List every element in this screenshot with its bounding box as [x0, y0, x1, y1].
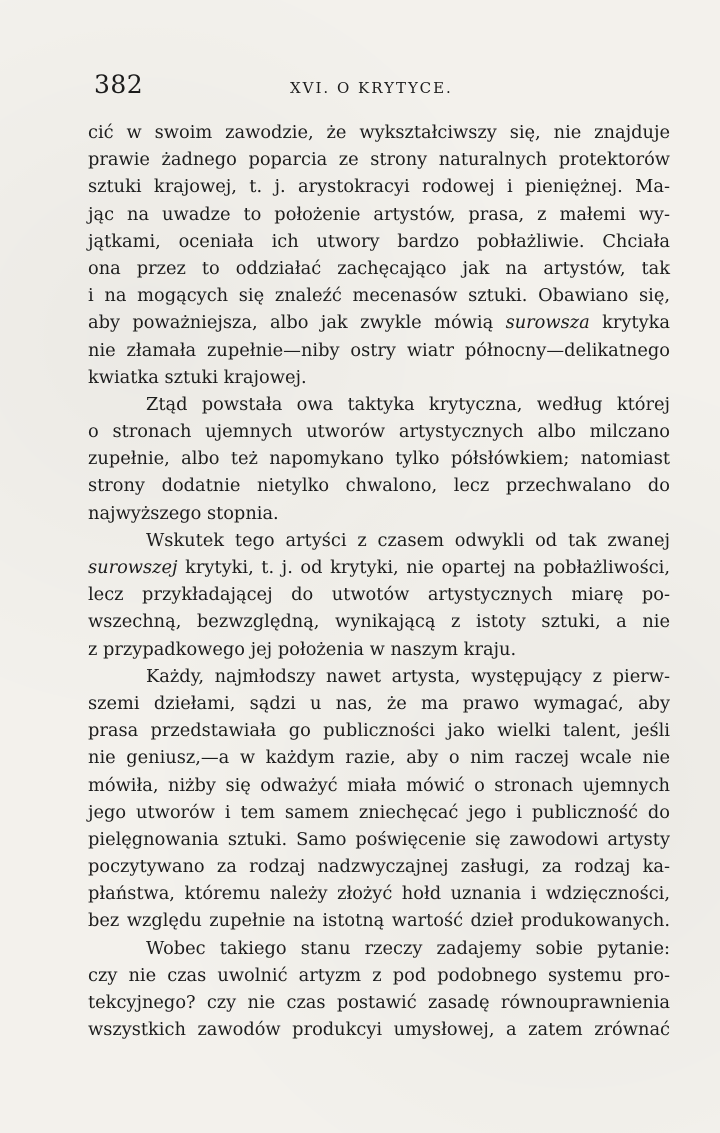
text-line: mówiła, niżby się odważyć miała mówić o stronach ujemnych: [88, 774, 670, 796]
text-line: tekcyjnego? czy nie czas postawić zasadę równouprawnienia: [88, 992, 670, 1013]
text-line: bez względu zupełnie na istotną wartość dzieł produkowanych.: [88, 910, 670, 932]
text-line: wszystkich zawodów produkcyi umysłowej, a zatem zrównać: [88, 1019, 670, 1041]
text-line: nie złamała zupełnie—niby ostry wiatr północny—delikatnego: [88, 339, 670, 361]
body-text: [88, 119, 670, 1043]
text-line: Ztąd powstała owa taktyka krytyczna, według której: [146, 393, 670, 415]
text-line: najwyższego stopnia.: [88, 502, 279, 524]
running-head: [90, 70, 670, 104]
text-line: wszechną, bezwzględną, wynikającą z istoty sztuki, a nie: [88, 611, 670, 633]
running-title: XVI. O KRYTYCE.: [290, 79, 453, 97]
text-line: kwiatka sztuki krajowej.: [88, 366, 307, 388]
text-line: prawie żadnego poparcia ze strony naturalnych protektorów: [88, 149, 670, 171]
text-line: jątkami, oceniała ich utwory bardzo pobłażliwie. Chciała: [88, 230, 670, 252]
text-line: sztuki krajowej, t. j. arystokracyi rodowej i pieniężnej. Ma-: [88, 176, 670, 198]
text-line: jego utworów i tem samem zniechęcać jego i publiczność do: [88, 801, 670, 823]
text-line: płaństwa, któremu należy złożyć hołd uznania i wdzięczności,: [88, 883, 670, 905]
text-line: szemi dziełami, sądzi u nas, że ma prawo wymagać, aby: [88, 692, 670, 714]
text-line: zupełnie, albo też napomykano tylko półsłówkiem; natomiast: [88, 448, 670, 470]
text-line: i na mogących się znaleźć mecenasów sztuki. Obawiano się,: [88, 285, 670, 307]
text-line: czy nie czas uwolnić artyzm z pod podobnego systemu pro-: [88, 964, 670, 986]
text-line: lecz przykładającej do utwotów artystycznych miarę po-: [88, 584, 670, 606]
text-line: Każdy, najmłodszy nawet artysta, występujący z pierw-: [146, 665, 670, 687]
text-line: strony dodatnie nietylko chwalono, lecz przechwalano do: [88, 475, 670, 497]
text-line: pielęgnowania sztuki. Samo poświęcenie się zawodowi artysty: [88, 828, 670, 850]
page-number: 382: [94, 70, 144, 99]
text-line: z przypadkowego jej położenia w naszym kraju.: [88, 638, 517, 660]
text-line: cić w swoim zawodzie, że wykształciwszy się, nie znajduje: [88, 122, 670, 143]
text-line: jąc na uwadze to położenie artystów, prasa, z małemi wy-: [88, 203, 670, 225]
text-line: Wobec takiego stanu rzeczy zadajemy sobie pytanie:: [146, 937, 670, 959]
text-line: aby poważniejsza, albo jak zwykle mówią surowsza krytyka: [88, 312, 670, 334]
text-line: ona przez to oddziałać zachęcająco jak na artystów, tak: [88, 257, 670, 279]
text-line: Wskutek tego artyści z czasem odwykli od tak zwanej: [146, 529, 670, 551]
text-line: nie geniusz,—a w każdym razie, aby o nim raczej wcale nie: [88, 747, 670, 769]
text-line: surowszej krytyki, t. j. od krytyki, nie opartej na pobłażliwości,: [88, 557, 670, 578]
text-line: prasa przedstawiała go publiczności jako wielki talent, jeśli: [88, 720, 670, 742]
text-line: o stronach ujemnych utworów artystycznych albo milczano: [88, 421, 670, 443]
text-line: poczytywano za rodzaj nadzwyczajnej zasługi, za rodzaj ka-: [88, 856, 670, 878]
